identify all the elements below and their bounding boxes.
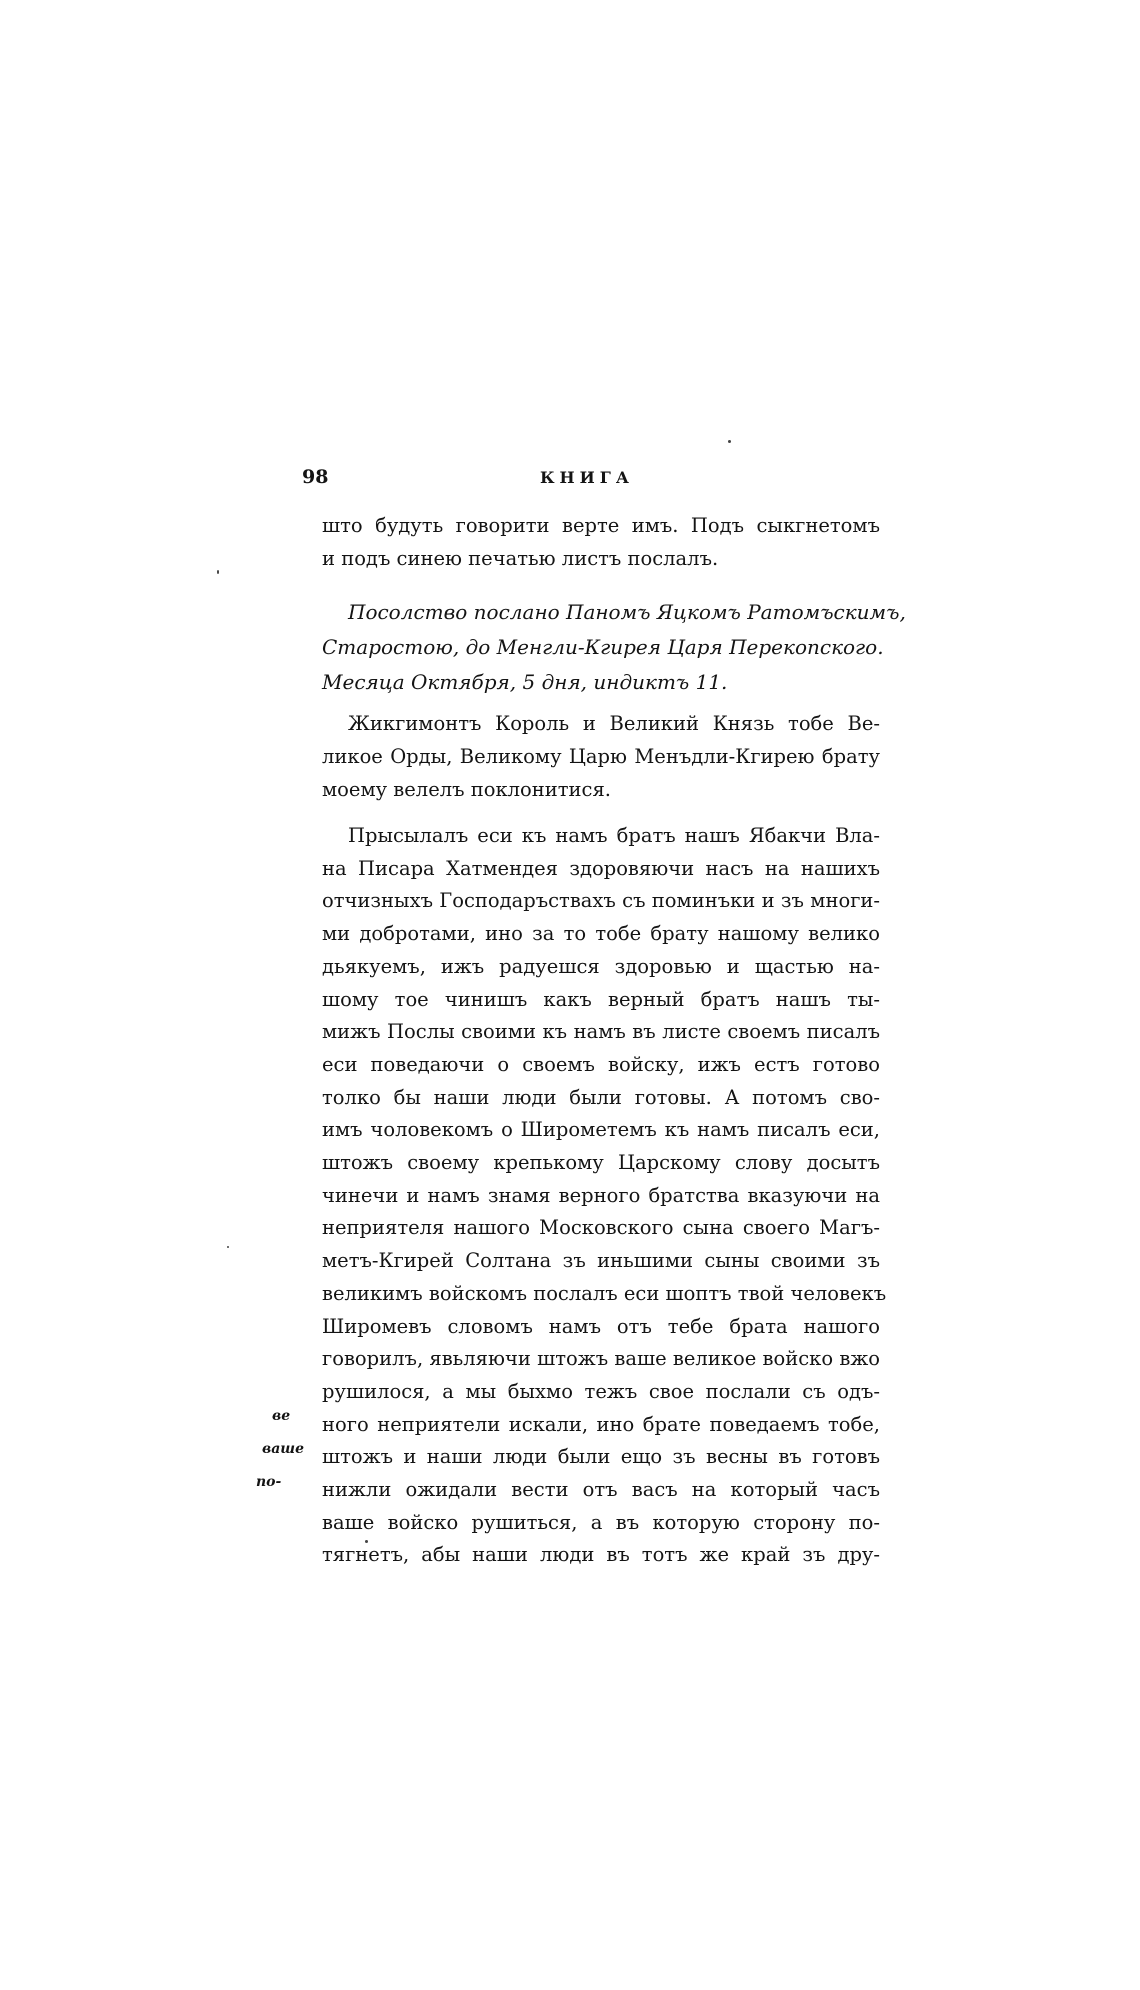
intro-paragraph: [322, 509, 880, 575]
margin-note: по-: [256, 1474, 282, 1490]
text-line: говорилъ, явьляючи штожъ ваше великое войско вжо: [322, 1347, 880, 1371]
text-line: ного неприятели искали, ино брате поведаемъ тобе,: [322, 1412, 880, 1436]
text-line: толко бы наши люди были готовы. А потомъ сво-: [322, 1085, 880, 1109]
text-line: ваше войско рушиться, а въ которую сторону по-: [322, 1510, 880, 1534]
text-line: штожъ и наши люди были ещо зъ весны въ готовъ: [322, 1445, 880, 1469]
text-line: моему велелъ поклонитися.: [322, 778, 611, 801]
ink-speck: [227, 1246, 229, 1248]
page-number: 98: [302, 466, 329, 488]
text-line: метъ-Кгирей Солтана зъ иньшими сыны своими зъ: [322, 1249, 880, 1273]
text-line: отчизныхъ Господаръствахъ съ поминъки и зъ многи-: [322, 889, 880, 913]
text-line: дьякуемъ, ижъ радуешся здоровью и щастью на-: [322, 954, 880, 978]
text-line: што будуть говорити верте имъ. Подъ сыкгнетомъ: [322, 514, 880, 537]
text-line: на Писара Хатмендея здоровяючи насъ на нашихъ: [322, 856, 880, 880]
letter-body: [322, 820, 887, 1572]
text-line: штожъ своему крепькому Царскому слову досытъ: [322, 1151, 880, 1175]
text-line: Жикгимонтъ Король и Великий Князь тобе Ве-: [348, 712, 880, 735]
running-head: [302, 466, 882, 494]
margin-note: ве: [272, 1408, 291, 1424]
embassy-heading: [322, 595, 906, 700]
heading-line: Старостою, до Менгли-Кгирея Царя Перекопского.: [322, 635, 884, 659]
text-line: тягнетъ, абы наши люди въ тотъ же край зъ дру-: [322, 1543, 880, 1567]
text-line: ликое Орды, Великому Царю Менъдли-Кгирею брату: [322, 745, 880, 768]
text-line: рушилося, а мы быхмо тежъ свое послали съ одъ-: [322, 1379, 880, 1403]
text-line: шому тое чинишъ какъ верный братъ нашъ ты-: [322, 987, 880, 1011]
text-line: чинечи и намъ знамя верного братства вказуючи на: [322, 1183, 880, 1207]
text-line: еси поведаючи о своемъ войску, ижъ естъ готово: [322, 1052, 880, 1076]
salutation-paragraph: [322, 707, 880, 806]
text-line: нижли ожидали вести отъ васъ на который часъ: [322, 1478, 880, 1502]
margin-note: ваше: [262, 1441, 304, 1457]
ink-speck: [728, 440, 731, 443]
section-title: КНИГА: [540, 468, 634, 487]
text-line: великимъ войскомъ послалъ еси шоптъ твой человекъ: [322, 1281, 887, 1305]
heading-line: Месяца Октября, 5 дня, индиктъ 11.: [322, 670, 728, 694]
heading-line: Посолство послано Паномъ Яцкомъ Ратомъскимъ,: [348, 600, 906, 624]
text-line: Широмевъ словомъ намъ отъ тебе брата нашого: [322, 1314, 880, 1338]
text-line: имъ чоловекомъ о Широметемъ къ намъ писалъ еси,: [322, 1118, 880, 1142]
text-line: ми добротами, ино за то тобе брату нашому велико: [322, 922, 880, 946]
text-line: Прысылалъ еси къ намъ братъ нашъ Ябакчи Вла-: [348, 824, 880, 847]
ink-speck: [217, 570, 219, 574]
text-line: мижъ Послы своими къ намъ въ листе своемъ писалъ: [322, 1020, 880, 1044]
text-line: и подъ синею печатью листъ послалъ.: [322, 547, 719, 570]
text-line: неприятеля нашого Московского сына своего Магъ-: [322, 1216, 880, 1240]
